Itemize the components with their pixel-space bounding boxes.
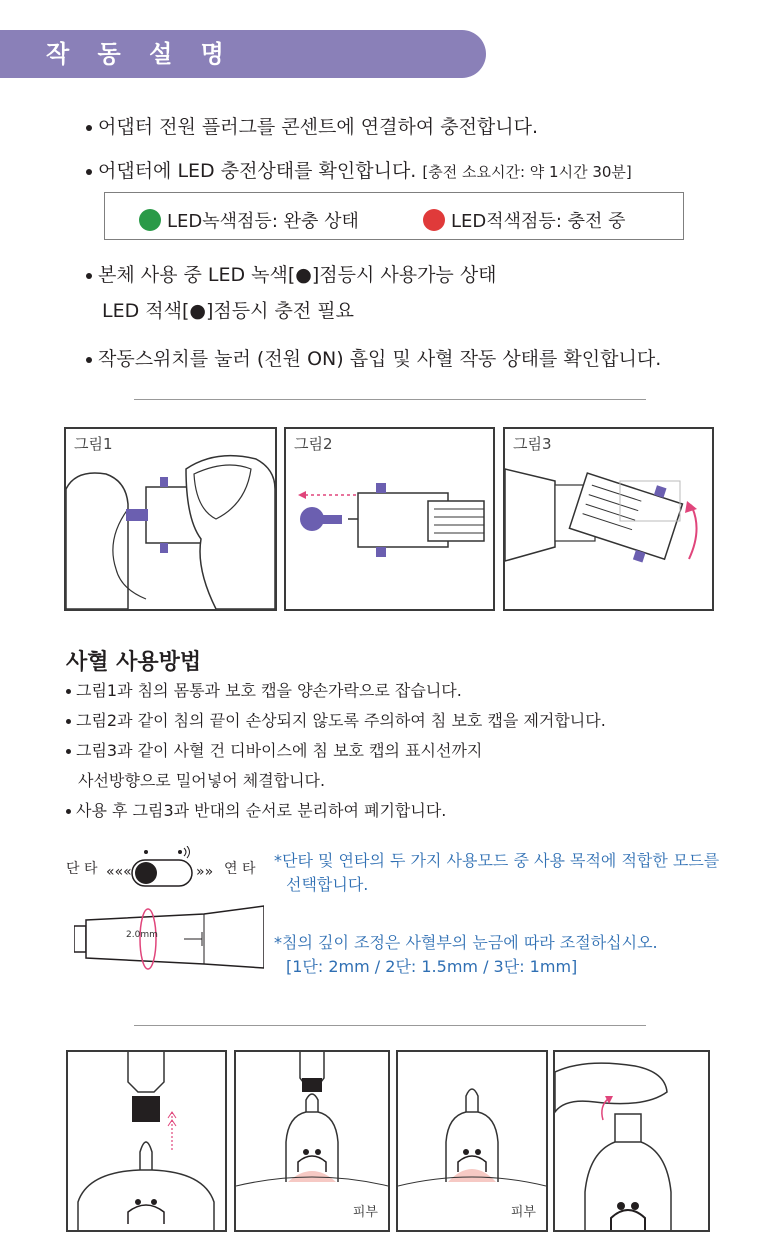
depth-note-1: *침의 깊이 조정은 사혈부의 눈금에 따라 조절하십시오. (274, 933, 658, 952)
skin-label-2: 피부 (510, 1205, 536, 1220)
bottom-panel-4 (553, 1050, 710, 1232)
instruction-3: 본체 사용 중 LED 녹색[●]점등시 사용가능 상태 (86, 262, 497, 288)
bullet-icon (66, 749, 71, 754)
led-status-box (104, 192, 684, 240)
bullet-icon (86, 169, 92, 175)
led-green-item: LED녹색점등: 완충 상태 (139, 207, 359, 233)
figure-1-label: 그림1 (74, 435, 113, 453)
needle-insert-illustration (505, 429, 712, 609)
svg-text:»»: »» (196, 864, 214, 880)
figure-3-panel (503, 427, 714, 611)
bullet-icon (66, 719, 71, 724)
page-title: 작 동 설 명 (46, 40, 234, 68)
instruction-2: 어댑터에 LED 충전상태를 확인합니다. [충전 소요시간: 약 1시간 30분] (86, 158, 632, 185)
depth-note-2: [1단: 2mm / 2단: 1.5mm / 3단: 1mm] (286, 957, 578, 976)
method-step-2: 그림2과 같이 침의 끝이 손상되지 않도록 주의하여 침 보호 캡을 제거합니다. (66, 710, 606, 732)
bullet-icon (86, 125, 92, 131)
figure-3-label: 그림3 (513, 435, 552, 453)
attach-cup-illustration (68, 1052, 225, 1230)
instruction-3b: LED 적색[●]점등시 충전 필요 (102, 300, 354, 322)
bottom-panel-2 (234, 1050, 390, 1232)
mode-note-2: 선택합니다. (286, 875, 369, 894)
divider-1 (134, 399, 646, 400)
figure-2-label: 그림2 (294, 435, 333, 453)
bottom-panel-3 (396, 1050, 548, 1232)
method-title: 사혈 사용방법 (66, 650, 202, 675)
svg-text:«««: ««« (106, 864, 132, 880)
instruction-1: 어댑터 전원 플러그를 콘센트에 연결하여 충전합니다. (86, 114, 538, 140)
fingers-holding-needle-illustration (66, 429, 275, 609)
skin-label-1: 피부 (352, 1205, 378, 1220)
figure-2-panel (284, 427, 495, 611)
divider-2 (134, 1025, 646, 1026)
instruction-4: 작동스위치를 눌러 (전원 ON) 흡입 및 사혈 작동 상태를 확인합니다. (86, 346, 661, 372)
depth-adjuster-illustration (74, 902, 264, 974)
led-red-item: LED적색점등: 충전 중 (423, 207, 626, 233)
red-led-icon (423, 209, 445, 231)
green-led-icon (139, 209, 161, 231)
method-step-3: 그림3과 같이 사혈 건 디바이스에 침 보호 캡의 표시선까지 (66, 740, 482, 762)
mode-note-1: *단타 및 연타의 두 가지 사용모드 중 사용 목적에 적합한 모드를 (274, 851, 720, 870)
bullet-icon (66, 809, 71, 814)
cap-removal-illustration (286, 429, 493, 609)
charge-time-note: [충전 소요시간: 약 1시간 30분] (422, 163, 632, 181)
cup-release-illustration (555, 1052, 708, 1230)
bottom-panel-1 (66, 1050, 227, 1232)
bullet-icon (86, 357, 92, 363)
method-step-1: 그림1과 침의 몸통과 보호 캡을 양손가락으로 잡습니다. (66, 680, 462, 702)
bullet-icon (66, 689, 71, 694)
bullet-icon (86, 273, 92, 279)
method-step-3b: 사선방향으로 밀어넣어 체결합니다. (78, 771, 326, 790)
figure-1-panel (64, 427, 277, 611)
mode-left-label: 단 타 (66, 861, 98, 877)
method-step-4: 사용 후 그림3과 반대의 순서로 분리하여 폐기합니다. (66, 800, 446, 822)
mode-right-label: 연 타 (224, 861, 256, 877)
mode-switch-illustration (104, 846, 244, 890)
depth-scale-label: 2.0mm (126, 930, 158, 940)
